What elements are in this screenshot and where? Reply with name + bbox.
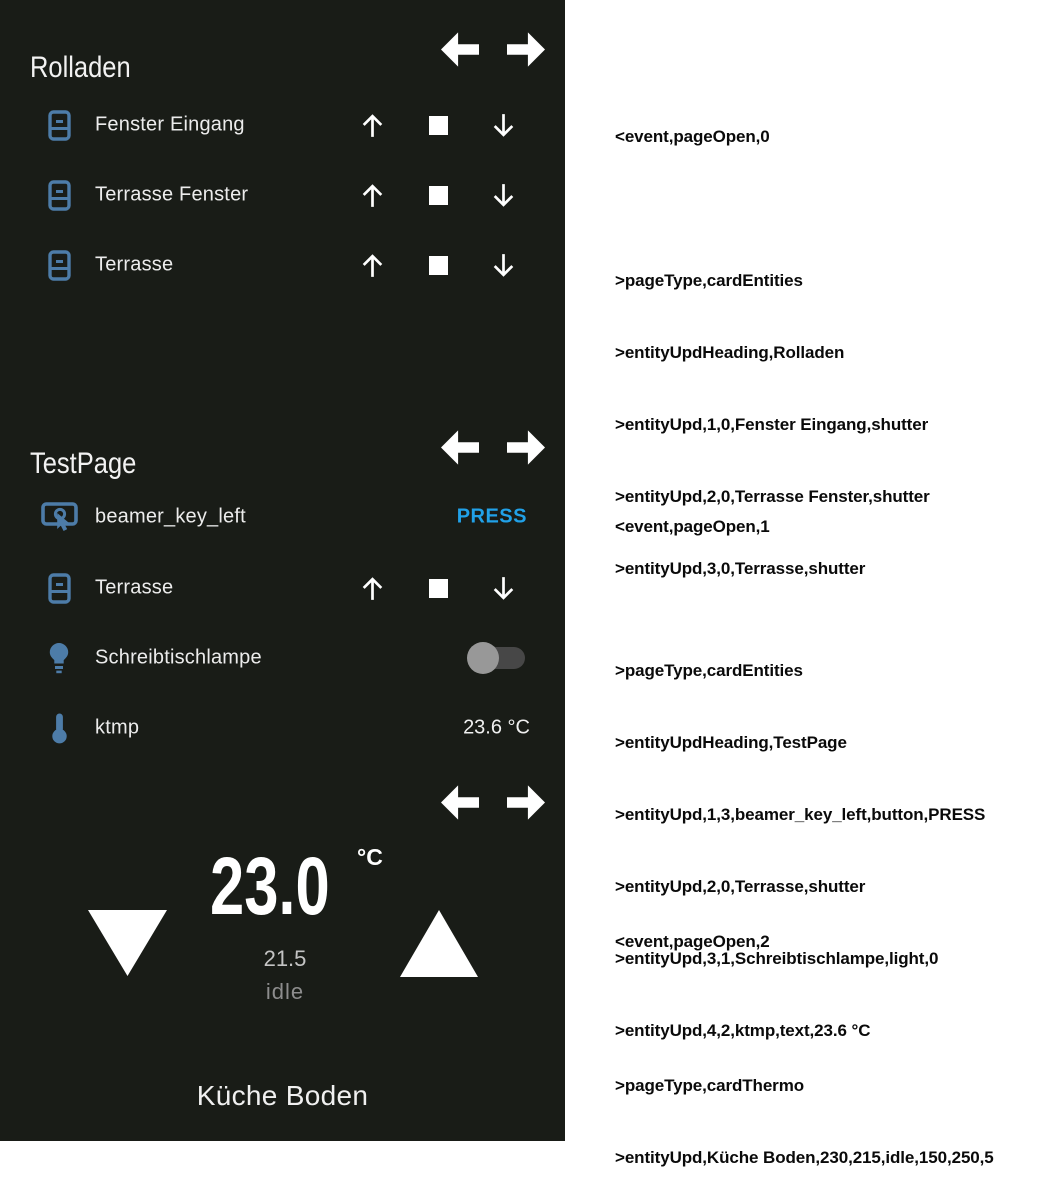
log-line: <event,pageOpen,2	[615, 932, 770, 951]
page-nav	[441, 430, 545, 465]
setpoint-up-button[interactable]	[400, 910, 478, 977]
shutter-up-button[interactable]	[354, 247, 390, 283]
triangle-up-icon	[400, 910, 478, 977]
setpoint-down-button[interactable]	[88, 910, 167, 976]
entity-row	[0, 230, 565, 300]
log-line	[615, 1002, 994, 1026]
entity-label: Fenster Eingang	[95, 113, 245, 136]
nav-prev-button[interactable]	[441, 32, 479, 67]
log-line: >entityUpd,Küche Boden,230,215,idle,150,250,5	[615, 1148, 994, 1167]
stop-icon	[429, 256, 448, 275]
thermometer-icon	[38, 707, 80, 749]
log-line: >pageType,cardThermo	[615, 1076, 804, 1095]
hvac-status: idle	[265, 979, 305, 1004]
nav-next-button[interactable]	[507, 32, 545, 67]
log-line: >entityUpd,1,3,beamer_key_left,button,PRESS	[615, 805, 986, 824]
log-line: >pageType,cardEntities	[615, 271, 803, 290]
stop-icon	[429, 579, 448, 598]
page-title: Rolladen	[30, 51, 131, 85]
entity-label: Schreibtischlampe	[95, 646, 262, 669]
nav-prev-button[interactable]	[441, 785, 479, 820]
right-arrow-icon	[507, 430, 545, 465]
page-nav	[441, 785, 545, 820]
log-line: >entityUpd,2,0,Terrasse Fenster,shutter	[615, 487, 930, 506]
shutter-icon	[38, 567, 80, 609]
entity-row	[0, 482, 565, 552]
entity-row	[0, 553, 565, 623]
up-arrow-icon	[359, 112, 386, 139]
entity-row	[0, 693, 565, 763]
left-arrow-icon	[441, 430, 479, 465]
log-line: >entityUpdHeading,TestPage	[615, 733, 847, 752]
tap-button-icon	[38, 496, 80, 538]
nav-prev-button[interactable]	[441, 430, 479, 465]
shutter-icon	[38, 174, 80, 216]
shutter-down-button[interactable]	[485, 570, 521, 606]
log-line: <event,pageOpen,0	[615, 127, 770, 146]
entity-label: Terrasse Fenster	[95, 183, 249, 206]
shutter-up-button[interactable]	[354, 107, 390, 143]
down-arrow-icon	[490, 182, 517, 209]
log-line	[615, 197, 930, 221]
thermostat-title: Küche Boden	[196, 1080, 369, 1111]
down-arrow-icon	[490, 112, 517, 139]
entity-label: Terrasse	[95, 576, 174, 599]
shutter-stop-button[interactable]	[420, 247, 456, 283]
entity-label: beamer_key_left	[95, 505, 246, 528]
log-line: >entityUpd,3,1,Schreibtischlampe,light,0	[615, 949, 939, 968]
log-line: >entityUpd,1,0,Fenster Eingang,shutter	[615, 415, 929, 434]
triangle-down-icon	[88, 910, 167, 976]
toggle-knob	[467, 642, 499, 674]
current-temperature: 23.0	[210, 841, 330, 932]
shutter-icon	[38, 104, 80, 146]
entity-value: 23.6 °C	[463, 716, 530, 739]
light-toggle[interactable]	[467, 642, 525, 674]
entity-label: Terrasse	[95, 253, 174, 276]
up-arrow-icon	[359, 182, 386, 209]
shutter-up-button[interactable]	[354, 570, 390, 606]
log-line: >entityUpd,4,2,ktmp,text,23.6 °C	[615, 1021, 871, 1040]
entity-row	[0, 160, 565, 230]
lightbulb-icon	[38, 637, 80, 679]
nav-next-button[interactable]	[507, 785, 545, 820]
log-line: >entityUpd,3,0,Terrasse,shutter	[615, 559, 866, 578]
stop-icon	[429, 116, 448, 135]
entity-row	[0, 623, 565, 693]
shutter-down-button[interactable]	[485, 247, 521, 283]
left-arrow-icon	[441, 785, 479, 820]
down-arrow-icon	[490, 252, 517, 279]
shutter-stop-button[interactable]	[420, 177, 456, 213]
card-thermo	[0, 760, 565, 1141]
entity-row	[0, 90, 565, 160]
shutter-down-button[interactable]	[485, 107, 521, 143]
shutter-icon	[38, 244, 80, 286]
target-temperature: 21.5	[263, 946, 307, 971]
log-line: >pageType,cardEntities	[615, 661, 803, 680]
log-line: >entityUpdHeading,Rolladen	[615, 343, 845, 362]
shutter-down-button[interactable]	[485, 177, 521, 213]
page-nav	[441, 32, 545, 67]
temperature-unit: °C	[357, 844, 383, 870]
down-arrow-icon	[490, 575, 517, 602]
stop-icon	[429, 186, 448, 205]
up-arrow-icon	[359, 575, 386, 602]
card-entities-testpage	[0, 390, 565, 760]
right-arrow-icon	[507, 785, 545, 820]
up-arrow-icon	[359, 252, 386, 279]
entity-label: ktmp	[95, 716, 140, 739]
press-button[interactable]: PRESS	[456, 505, 527, 528]
log-line: >entityUpd,2,0,Terrasse,shutter	[615, 877, 866, 896]
page-title: TestPage	[30, 447, 137, 481]
shutter-stop-button[interactable]	[420, 107, 456, 143]
left-arrow-icon	[441, 32, 479, 67]
right-arrow-icon	[507, 32, 545, 67]
log-block-pageopen-2	[615, 882, 994, 1194]
nav-next-button[interactable]	[507, 430, 545, 465]
log-line	[615, 587, 985, 611]
shutter-up-button[interactable]	[354, 177, 390, 213]
shutter-stop-button[interactable]	[420, 570, 456, 606]
card-entities-rolladen	[0, 0, 565, 390]
log-line: <event,pageOpen,1	[615, 517, 770, 536]
